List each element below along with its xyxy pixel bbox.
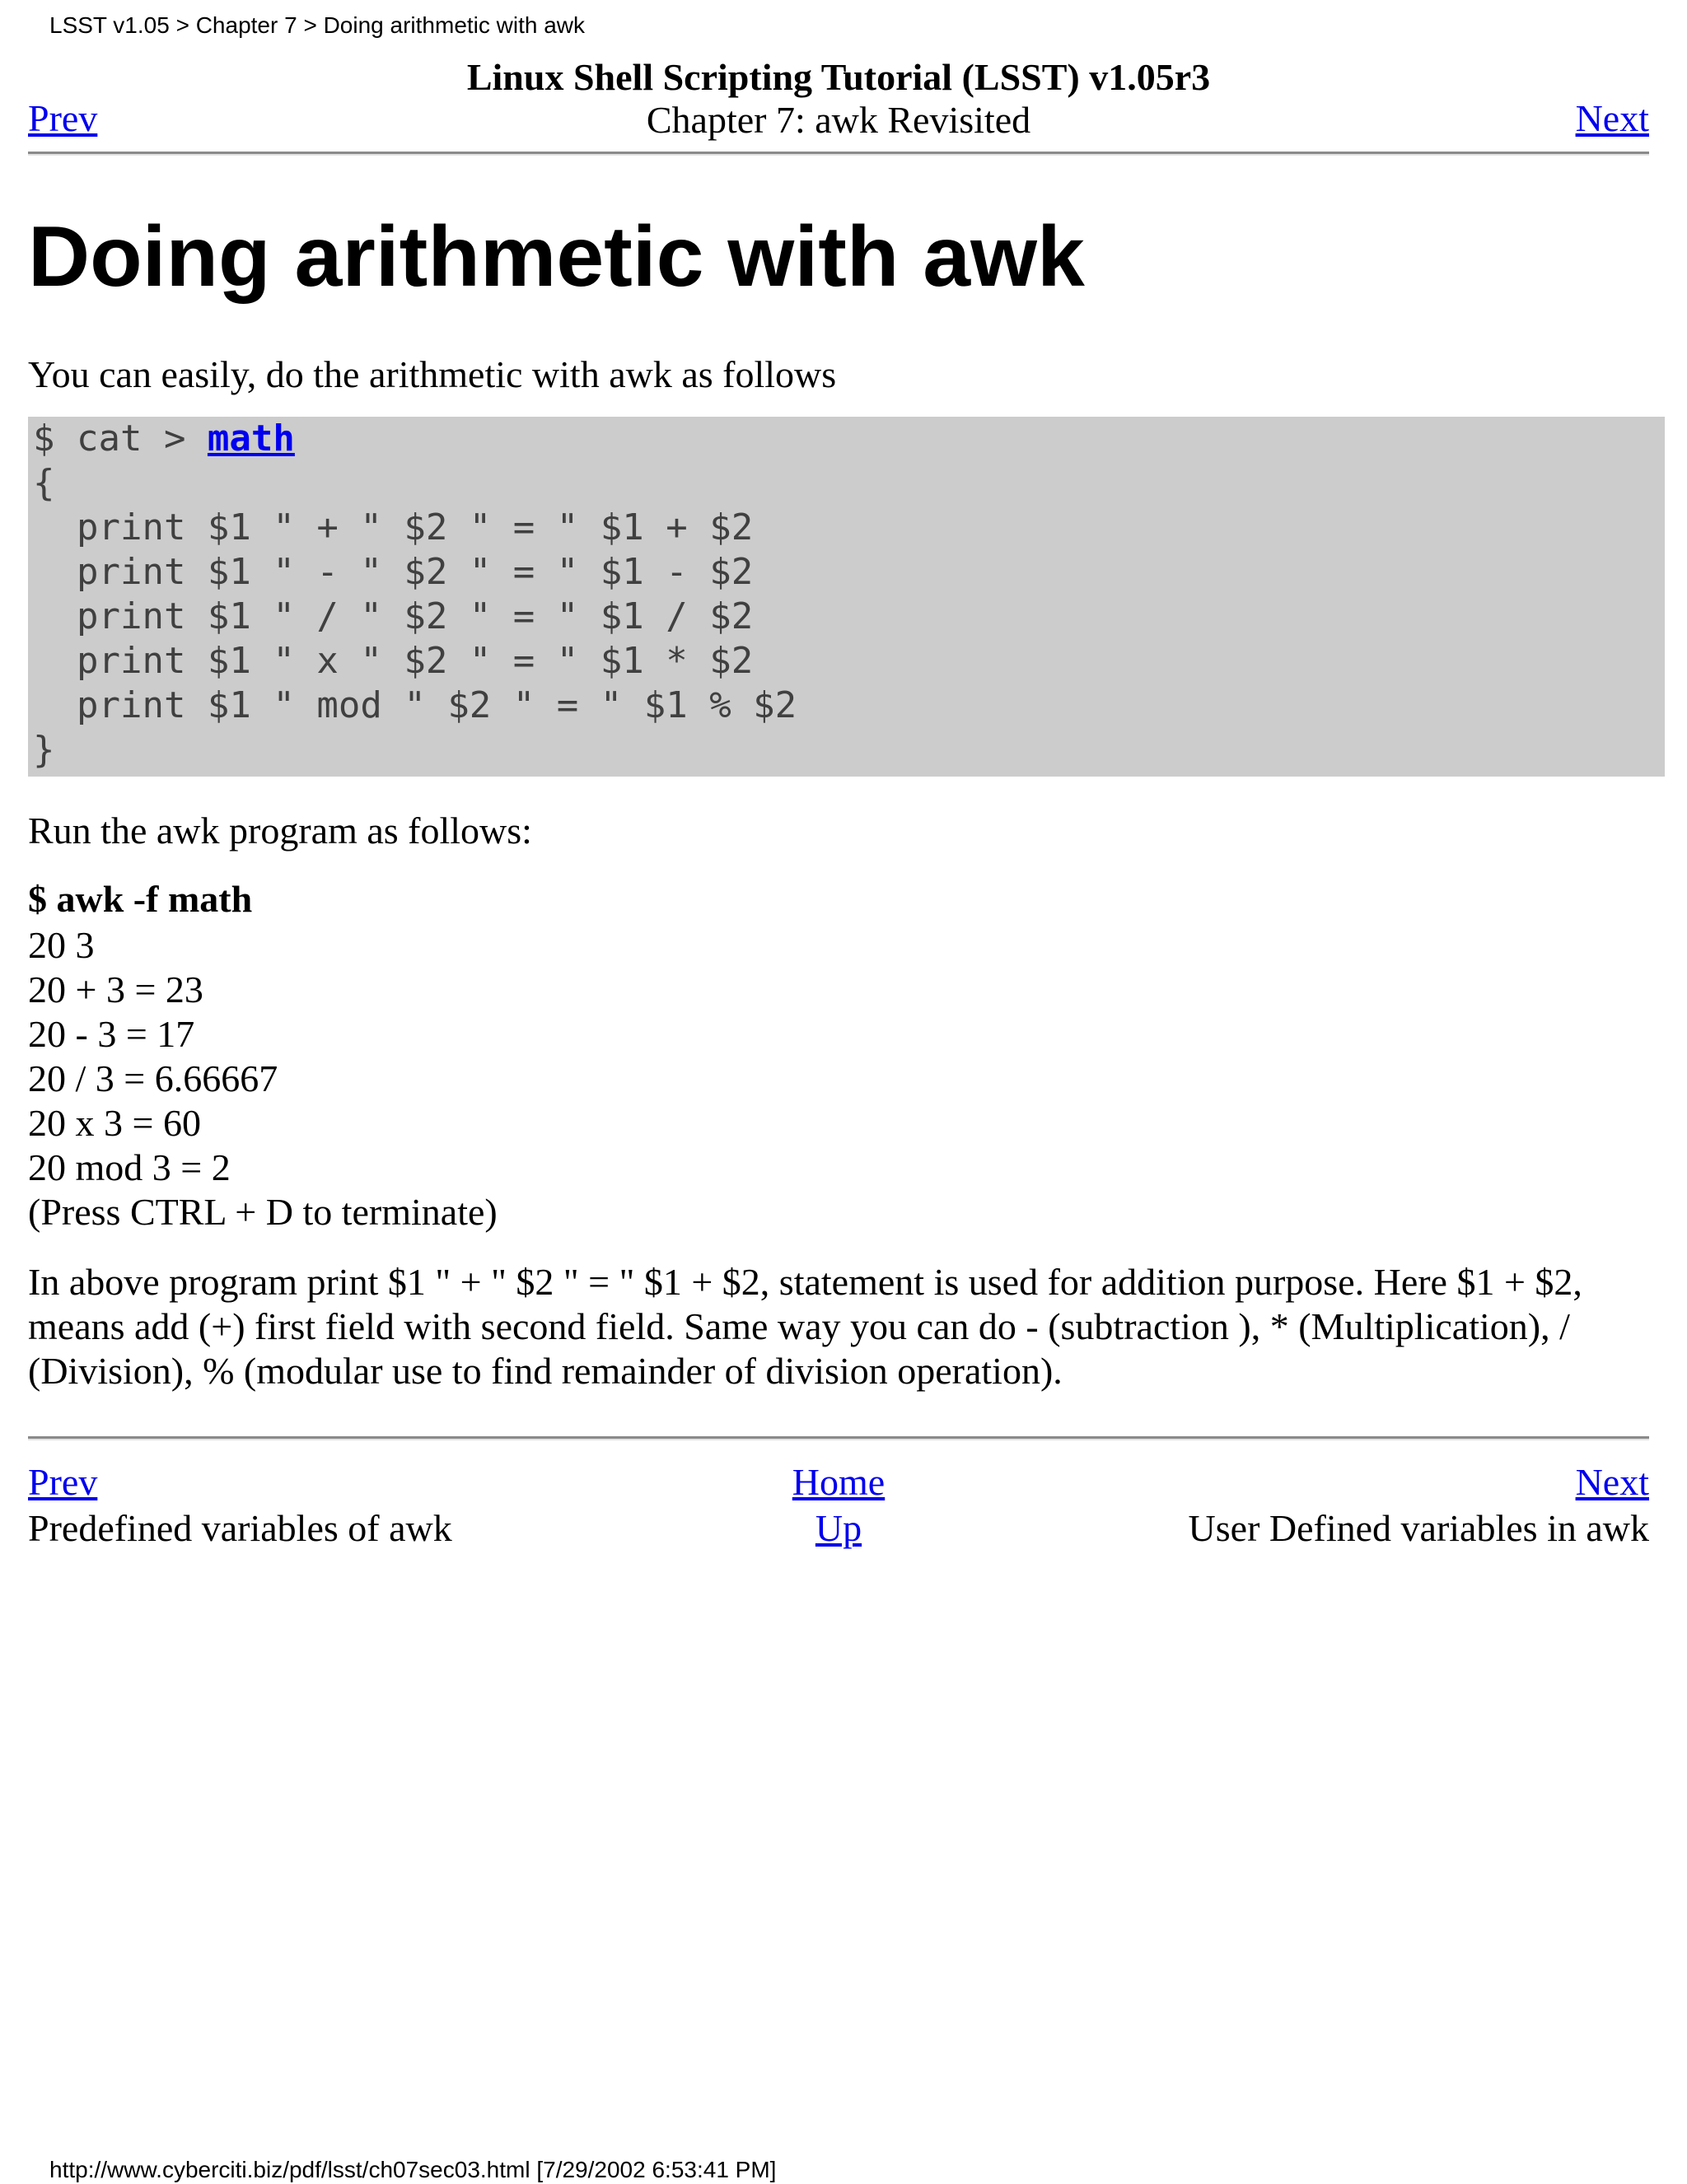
next-description: User Defined variables in awk <box>1188 1507 1649 1549</box>
top-divider <box>28 152 1649 156</box>
code-line: print $1 " mod " $2 " = " $1 % $2 <box>33 684 797 726</box>
output-line: 20 - 3 = 17 <box>28 1013 195 1055</box>
prev-link-bottom[interactable]: Prev <box>28 1461 98 1503</box>
math-file-link[interactable]: math <box>207 418 295 460</box>
output-line: 20 3 <box>28 924 95 966</box>
nav-header-title <box>28 56 1649 142</box>
run-intro-text: Run the awk program as follows: <box>28 810 532 852</box>
up-link[interactable]: Up <box>815 1507 862 1549</box>
home-link[interactable]: Home <box>792 1461 886 1503</box>
code-line: print $1 " x " $2 " = " $1 * $2 <box>33 640 754 682</box>
code-prompt-line <box>33 417 1665 461</box>
prev-description: Predefined variables of awk <box>28 1507 452 1549</box>
explanation-text: In above program print $1 " + " $2 " = " $1 + $2, statement is used for addition purpose. Here $1 + $2, means add (+) first field with second field. Same way you can do - (subtraction ), * (Multiplication), / (Division), % (modular use to find remainder of division operation). <box>28 1261 1582 1392</box>
nav-bottom-next <box>1189 1459 1649 1552</box>
print-header: LSST v1.05 > Chapter 7 > Doing arithmetic with awk <box>49 12 586 38</box>
code-block <box>28 417 1665 777</box>
code-line: print $1 " + " $2 " = " $1 + $2 <box>33 506 754 548</box>
output-line: 20 / 3 = 6.66667 <box>28 1057 278 1099</box>
book-title: Linux Shell Scripting Tutorial (LSST) v1.05r3 <box>466 56 1211 98</box>
code-line: } <box>33 729 55 771</box>
bottom-navigation <box>28 1459 1649 1558</box>
page-title: Doing arithmetic with awk <box>28 209 1085 305</box>
output-line: (Press CTRL + D to terminate) <box>28 1191 498 1233</box>
code-prompt: $ cat > <box>33 418 208 460</box>
next-link-top[interactable]: Next <box>1575 97 1649 139</box>
run-command: $ awk -f math <box>28 878 253 920</box>
output-line: 20 x 3 = 60 <box>28 1102 201 1144</box>
top-navigation <box>28 53 1649 150</box>
intro-text: You can easily, do the arithmetic with awk as follows <box>28 353 837 395</box>
next-link-bottom[interactable]: Next <box>1575 1461 1649 1503</box>
code-line: print $1 " / " $2 " = " $1 / $2 <box>33 595 754 637</box>
code-line: { <box>33 462 55 504</box>
print-footer-url: http://www.cyberciti.biz/pdf/lsst/ch07sec03.html [7/29/2002 6:53:41 PM] <box>49 2157 777 2182</box>
bottom-divider <box>28 1436 1649 1440</box>
prev-link-top[interactable]: Prev <box>28 97 98 139</box>
code-line: print $1 " - " $2 " = " $1 - $2 <box>33 551 754 593</box>
run-output <box>28 877 498 1234</box>
chapter-title: Chapter 7: awk Revisited <box>646 99 1031 141</box>
output-line: 20 + 3 = 23 <box>28 968 203 1010</box>
output-line: 20 mod 3 = 2 <box>28 1146 231 1188</box>
